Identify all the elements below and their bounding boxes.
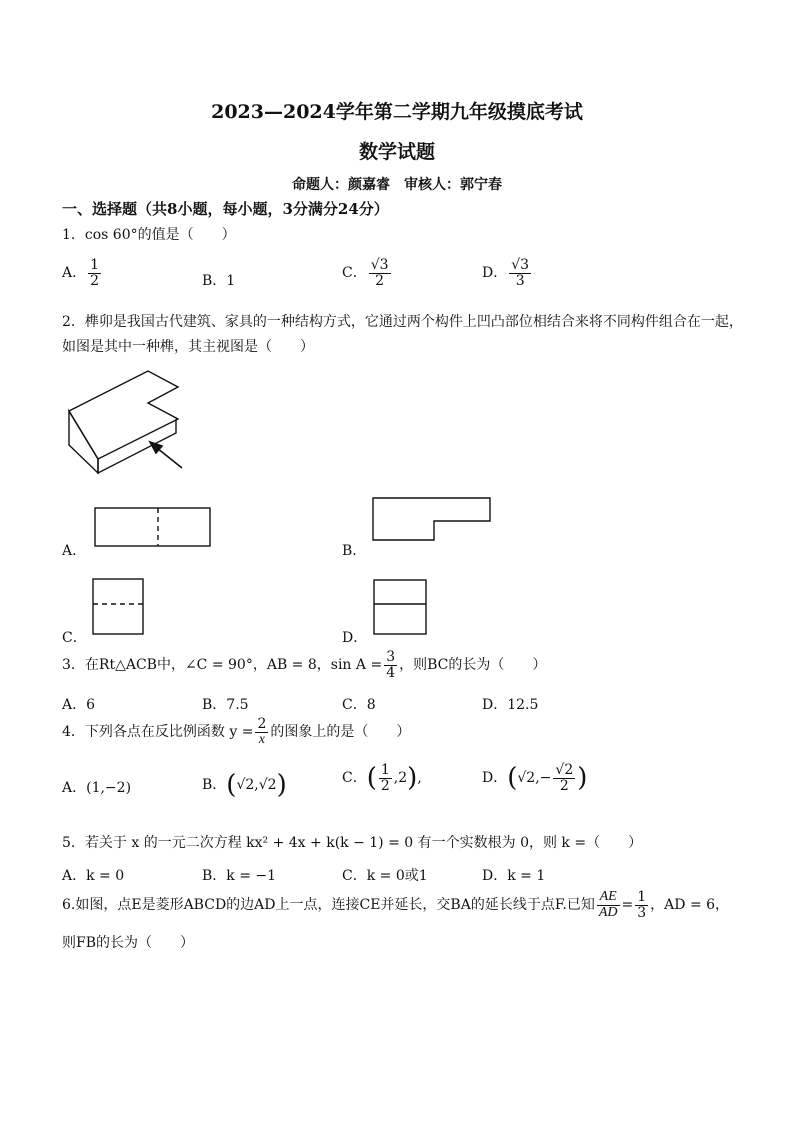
q6-fraction-2	[635, 890, 648, 920]
q3-option-a: A．6	[62, 697, 96, 713]
q4-stem-pre: 4．下列各点在反比例函数 y =	[62, 724, 254, 741]
q6-stem-pre: 6.如图，点E是菱形ABCD的边AD上一点，连接CE并延长，交BA的延长线于点F.已知	[62, 897, 595, 914]
q1-d-num: √3	[511, 257, 530, 273]
q3-option-b: B．7.5	[202, 697, 249, 713]
q1-a-num: 1	[90, 257, 100, 273]
q6-stem	[62, 890, 729, 920]
q6-num2: 1	[637, 889, 647, 905]
q4-c-label: C．	[342, 770, 367, 787]
q1-stem: 1．cos 60°的值是（ ）	[62, 227, 236, 243]
q4-d-first: √2,−	[517, 770, 552, 787]
q1-c-den: 2	[375, 272, 385, 289]
q6-den2: 3	[637, 904, 647, 921]
exam-title: 2023—2024学年第二学期九年级摸底考试	[211, 101, 583, 123]
q5-option-a: A．k = 0	[62, 868, 125, 884]
q4-option-c: C．( $\frac{1}{2}$ ,2),	[342, 762, 422, 794]
q4-c-num: 1	[380, 762, 390, 778]
section-heading: 一、选择题（共8小题，每小题，3分满分24分）	[62, 200, 389, 218]
q3-stem-post: ，则BC的长为（ ）	[399, 657, 547, 674]
q3-stem-pre: 3．在Rt△ACB中，∠C = 90°，AB = 8，sin A =	[62, 657, 383, 674]
q2-option-a: A．	[62, 543, 87, 559]
q4-num: 2	[257, 716, 267, 732]
q1-option-b: B．1	[202, 273, 236, 289]
q4-c-rest: ,2	[393, 770, 408, 787]
q4-option-a: A．(1,−2)	[62, 780, 132, 796]
q6-fraction-1	[597, 890, 620, 920]
q2-option-c: C．	[62, 630, 87, 646]
q6-stem-line2: 则FB的长为（ ）	[62, 935, 195, 951]
q3-option-c: C．8	[342, 697, 376, 713]
q5-option-b: B．k = −1	[202, 868, 277, 884]
q1-a-den: 2	[90, 272, 100, 289]
q2-option-d: D．	[342, 630, 368, 646]
q5-option-d: D．k = 1	[482, 868, 546, 884]
q2-3d-front-face	[69, 411, 98, 473]
q4-d-fraction	[553, 763, 575, 793]
q6-den: AD	[598, 904, 618, 920]
q2-option-d-figure	[374, 580, 426, 634]
q4-stem-post: 的图象上的是（ ）	[270, 724, 411, 741]
q3-fraction	[384, 650, 397, 680]
q1-d-label: D．	[482, 265, 508, 282]
q4-d-num: √2	[555, 762, 574, 778]
q4-c-fraction	[379, 763, 392, 793]
q5-option-c: C．k = 0或1	[342, 868, 428, 884]
q2-3d-side-face	[98, 419, 176, 473]
q3-option-d: D．12.5	[482, 697, 539, 713]
q2-option-a-figure	[95, 508, 210, 546]
q2-view-arrow	[150, 442, 182, 468]
q4-d-label: D．	[482, 770, 508, 787]
q1-c-num: √3	[370, 257, 389, 273]
q5-stem: 5．若关于 x 的一元二次方程 kx² + 4x + k(k − 1) = 0 有一个实数根为 0，则 k =（ ）	[62, 835, 643, 851]
q3-stem	[62, 650, 546, 680]
q2-stem-line1: 2．榫卯是我国古代建筑、家具的一种结构方式，它通过两个构件上凹凸部位相结合来将不同构件组合在一起，	[62, 314, 743, 330]
q6-equals: =	[621, 897, 634, 914]
q2-option-c-figure	[93, 579, 143, 634]
q2-3d-figure	[69, 371, 178, 473]
q2-stem-line2: 如图是其中一种榫，其主视图是（ ）	[62, 339, 314, 355]
q4-c-den: 2	[380, 777, 390, 794]
exam-subject: 数学试题	[358, 141, 435, 163]
q3-den: 4	[386, 664, 396, 681]
q2-option-b-figure	[373, 498, 490, 540]
q4-option-d: D．(√2,− $\frac{√2}{2}$ )	[482, 762, 588, 794]
q1-c-label: C．	[342, 265, 367, 282]
q4-option-b: B．(√2,√2)	[202, 770, 287, 800]
exam-authors: 命题人：颜嘉睿 审核人：郭宁春	[292, 177, 502, 193]
q3-num: 3	[386, 649, 396, 665]
q4-fraction	[255, 717, 268, 747]
q4-den: x	[258, 731, 266, 747]
q1-d-den: 3	[515, 272, 525, 289]
q4-stem	[62, 717, 410, 747]
q4-b-value: √2,√2	[236, 777, 277, 793]
q6-num: AE	[597, 890, 620, 906]
q2-option-b: B．	[342, 543, 367, 559]
q4-b-label: B．	[202, 777, 227, 793]
q1-a-label: A．	[62, 265, 87, 282]
q6-stem-end: ，AD = 6，	[650, 897, 730, 914]
q4-d-den: 2	[559, 777, 569, 794]
